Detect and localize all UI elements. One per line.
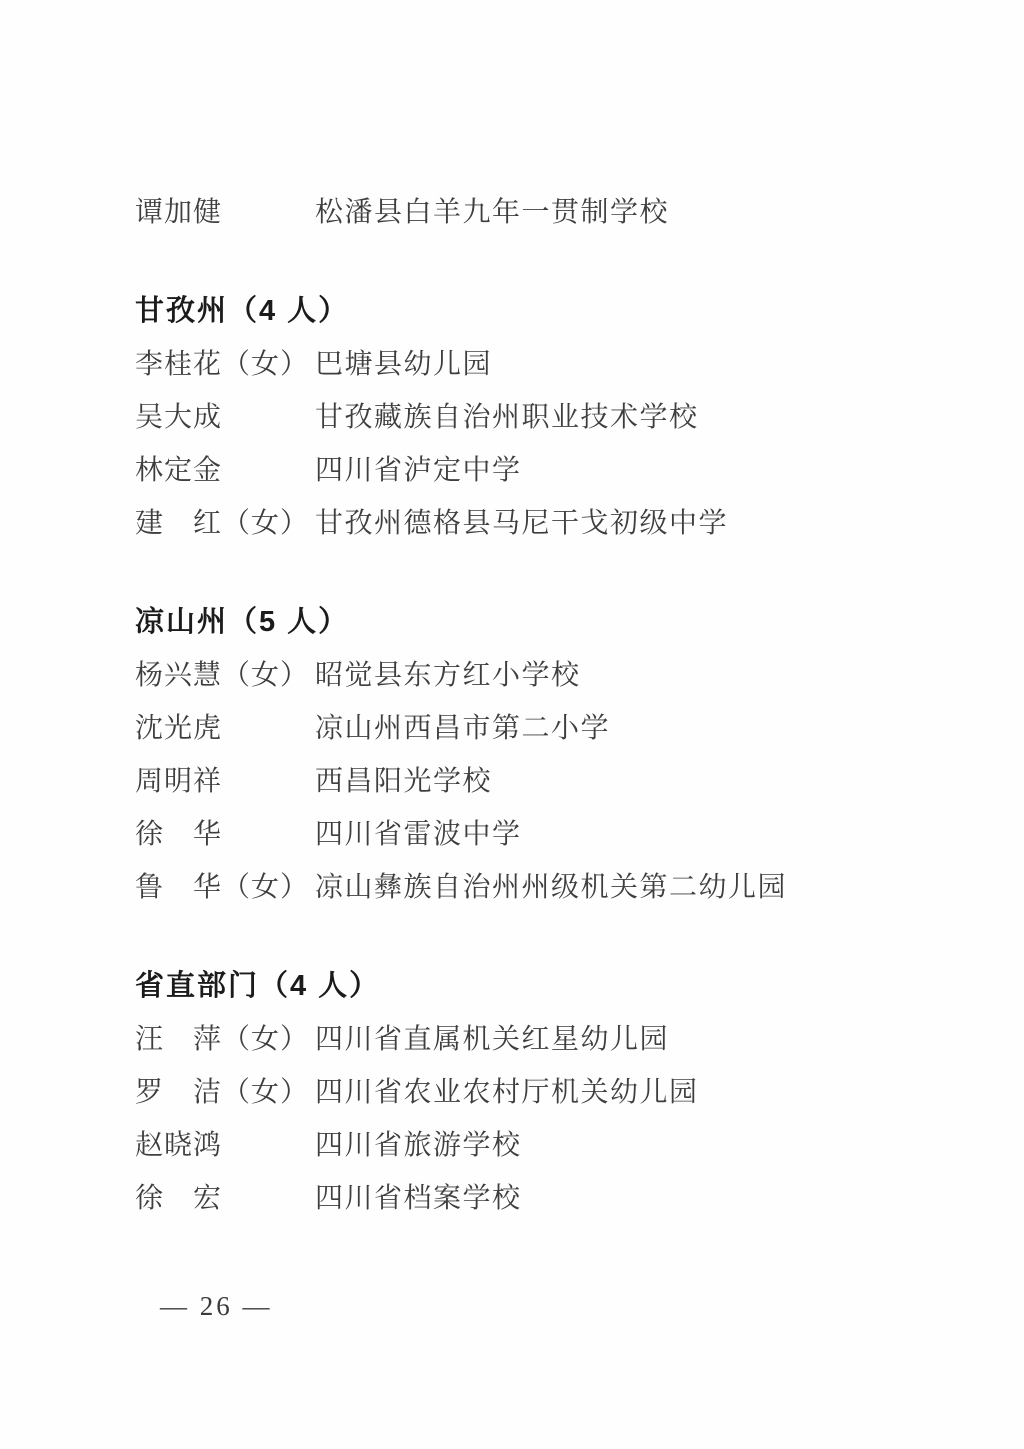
person-school: 甘孜州德格县马尼干戈初级中学 (315, 508, 729, 539)
person-name: 林定金 (135, 455, 223, 486)
person-name: 罗 洁（女） (135, 1077, 310, 1108)
person-row (135, 702, 964, 755)
person-row (135, 1066, 964, 1119)
person-name: 建 红（女） (135, 508, 310, 539)
person-row (135, 497, 964, 550)
person-row (135, 649, 964, 702)
person-name: 杨兴慧（女） (135, 660, 310, 691)
person-row (135, 808, 964, 861)
person-school: 四川省档案学校 (315, 1183, 522, 1214)
person-school: 巴塘县幼儿园 (315, 349, 493, 380)
section-heading: 甘孜州（4 人） (135, 295, 350, 327)
person-row (135, 861, 964, 914)
person-school: 甘孜藏族自治州职业技术学校 (315, 402, 699, 433)
person-name: 汪 萍（女） (135, 1024, 310, 1055)
person-school: 昭觉县东方红小学校 (315, 660, 581, 691)
person-row (135, 1119, 964, 1172)
person-name: 周明祥 (135, 766, 223, 797)
person-school: 西昌阳光学校 (315, 766, 493, 797)
person-name: 徐 宏 (135, 1183, 223, 1214)
region-section (135, 596, 964, 914)
region-section (135, 285, 964, 550)
person-school: 四川省旅游学校 (315, 1130, 522, 1161)
person-name: 沈光虎 (135, 713, 223, 744)
section-heading: 凉山州（5 人） (135, 606, 350, 638)
person-row (135, 186, 964, 239)
person-school: 凉山州西昌市第二小学 (315, 713, 611, 744)
person-row (135, 1013, 964, 1066)
person-school: 四川省泸定中学 (315, 455, 522, 486)
person-name: 李桂花（女） (135, 349, 310, 380)
person-row (135, 1172, 964, 1225)
person-row (135, 444, 964, 497)
person-school: 四川省直属机关红星幼儿园 (315, 1024, 670, 1055)
region-section (135, 960, 964, 1225)
region-section (135, 186, 964, 239)
person-school: 松潘县白羊九年一贯制学校 (315, 197, 670, 228)
section-heading: 省直部门（4 人） (135, 970, 381, 1002)
person-school: 四川省农业农村厅机关幼儿园 (315, 1077, 699, 1108)
person-name: 鲁 华（女） (135, 872, 310, 903)
person-name: 徐 华 (135, 819, 223, 850)
person-name: 吴大成 (135, 402, 223, 433)
person-school: 四川省雷波中学 (315, 819, 522, 850)
person-school: 凉山彝族自治州州级机关第二幼儿园 (315, 872, 788, 903)
page-number: — 26 — (160, 1291, 273, 1321)
person-row (135, 391, 964, 444)
person-row (135, 755, 964, 808)
person-name: 谭加健 (135, 197, 223, 228)
person-name: 赵晓鸿 (135, 1130, 223, 1161)
person-row (135, 338, 964, 391)
